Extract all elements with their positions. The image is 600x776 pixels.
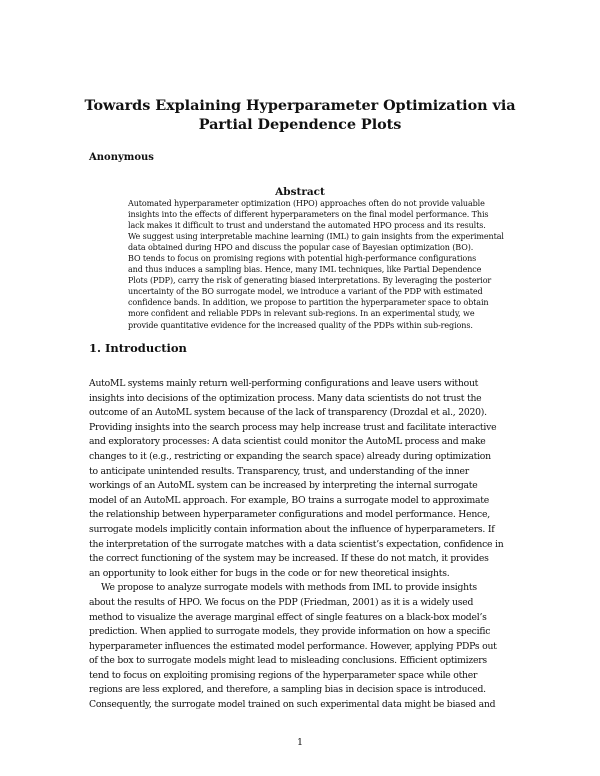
abstract-line: Plots (PDP), carry the risk of generating biased interpretations. By leveraging the posterior <box>128 276 492 286</box>
body-line: an opportunity to look either for bugs in the code or for new theoretical insights. <box>89 567 450 579</box>
abstract-line: insights into the effects of different hyperparameters on the final model performance. This <box>128 210 489 220</box>
paper-title <box>60 96 540 134</box>
abstract-line: confidence bands. In addition, we propose to partition the hyperparameter space to obtain <box>128 298 489 308</box>
section-heading-introduction: 1. Introduction <box>89 341 187 355</box>
body-line: Providing insights into the search process may help increase trust and facilitate interactive <box>89 421 497 433</box>
body-line: prediction. When applied to surrogate models, they provide information on how a specific <box>89 626 491 638</box>
abstract-line: Automated hyperparameter optimization (HPO) approaches often do not provide valuable <box>128 199 485 208</box>
body-line: the interpretation of the surrogate matches with a data scientist’s expectation, confidence in <box>89 538 504 550</box>
abstract-line: uncertainty of the BO surrogate model, we introduce a variant of the PDP with estimated <box>128 287 483 297</box>
abstract-line: BO tends to focus on promising regions with potential high-performance configurations <box>128 254 477 264</box>
abstract-line: more confident and reliable PDPs in relevant sub-regions. In an experimental study, we <box>128 309 475 319</box>
body-line: the correct functioning of the system may be increased. If these do not match, it provides <box>89 553 489 565</box>
body-line: model of an AutoML approach. For example, BO trains a surrogate model to approximate <box>89 494 489 506</box>
page-number: 1 <box>296 737 304 748</box>
body-line: method to visualize the average marginal effect of single features on a black-box model’s <box>89 611 487 623</box>
body-line: outcome of an AutoML system because of the lack of transparency (Drozdal et al., 2020). <box>89 407 487 419</box>
abstract-line: and thus induces a sampling bias. Hence, many IML techniques, like Partial Dependence <box>128 265 482 275</box>
abstract-line: lack makes it difficult to trust and understand the automated HPO process and its results. <box>128 221 486 231</box>
body-line: surrogate models implicitly contain information about the influence of hyperparameters. If <box>89 523 495 535</box>
body-line: workings of an AutoML system can be increased by interpreting the internal surrogate <box>89 480 478 492</box>
abstract-line: We suggest using interpretable machine learning (IML) to gain insights from the experimental <box>128 232 504 242</box>
title-line: Partial Dependence Plots <box>198 116 402 133</box>
body-line: Consequently, the surrogate model trained on such experimental data might be biased and <box>89 699 496 711</box>
title-line: Towards Explaining Hyperparameter Optimization via <box>84 97 516 114</box>
body-line: about the results of HPO. We focus on the PDP (Friedman, 2001) as it is a widely used <box>89 596 474 608</box>
body-line: AutoML systems mainly return well-performing configurations and leave users without <box>89 378 479 389</box>
body-line: of the box to surrogate models might lead to misleading conclusions. Efficient optimizers <box>89 655 487 667</box>
body-line: and exploratory processes: A data scientist could monitor the AutoML process and make <box>89 436 486 448</box>
author: Anonymous <box>89 152 154 163</box>
body-line: to anticipate unintended results. Transparency, trust, and understanding of the inner <box>89 465 469 477</box>
body-line: hyperparameter influences the estimated model performance. However, applying PDPs out <box>89 640 497 652</box>
abstract-line: provide quantitative evidence for the increased quality of the PDPs within sub-regions. <box>128 320 473 330</box>
body-line: the relationship between hyperparameter configurations and model performance. Hence, <box>89 509 490 521</box>
body-line: regions are less explored, and therefore, a sampling bias in decision space is introduced. <box>89 684 486 696</box>
abstract-body <box>128 198 504 331</box>
body-line: We propose to analyze surrogate models with methods from IML to provide insights <box>101 582 477 594</box>
abstract-heading: Abstract <box>275 186 325 198</box>
body-line: changes to it (e.g., restricting or expanding the search space) already during optimization <box>89 450 491 462</box>
body-line: tend to focus on exploiting promising regions of the hyperparameter space while other <box>89 669 478 681</box>
introduction-body <box>89 377 511 713</box>
body-line: insights into decisions of the optimization process. Many data scientists do not trust the <box>89 392 482 404</box>
abstract-line: data obtained during HPO and discuss the popular case of Bayesian optimization (BO). <box>128 243 474 253</box>
